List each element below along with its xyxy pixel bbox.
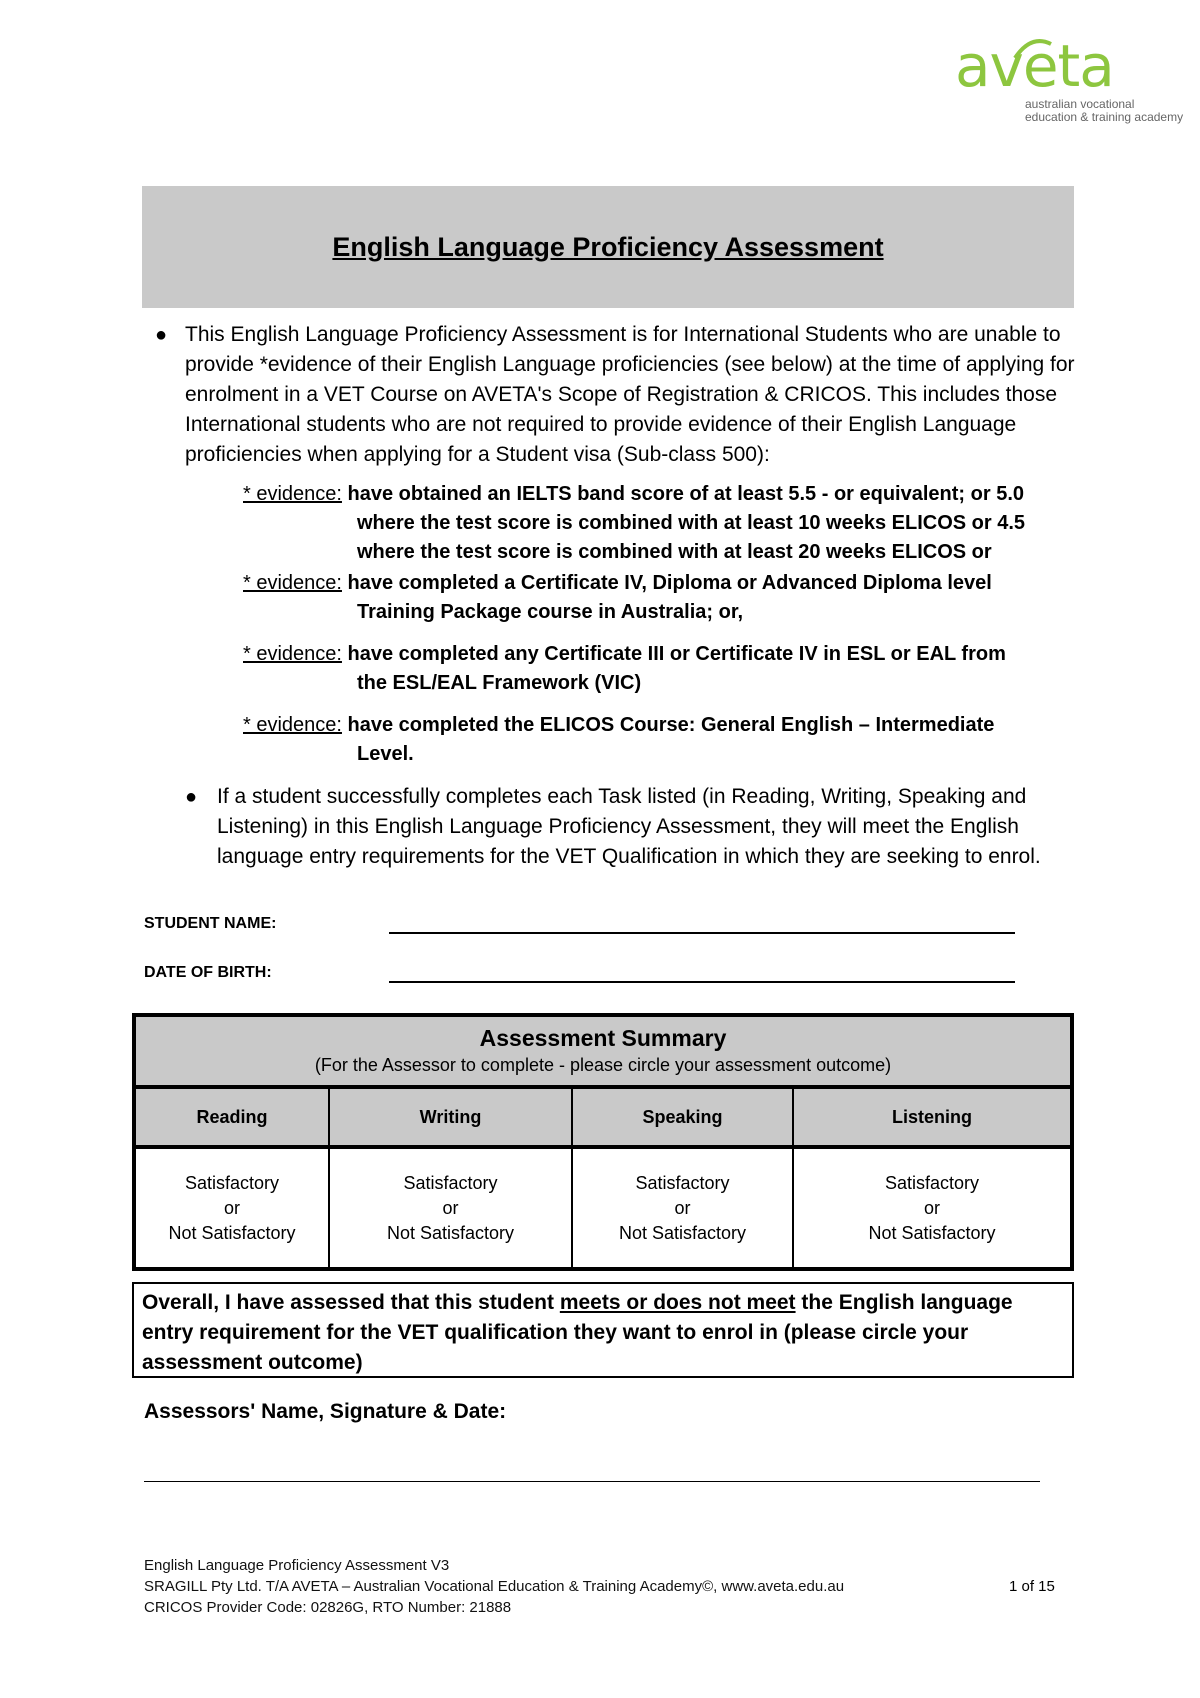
title-banner (142, 186, 1074, 308)
speaking-outcome[interactable]: Satisfactory or Not Satisfactory (573, 1149, 794, 1267)
listening-outcome[interactable]: Satisfactory or Not Satisfactory (868, 1172, 996, 1243)
assessor-signature-line[interactable] (144, 1481, 1040, 1482)
completion-text: If a student successfully completes each Task listed (in Reading, Writing, Speaking and Listening) in this English Language Proficiency Assessment, they will meet the English language entry requirements for the VET Qualification in which they are seeking to enrol. (217, 785, 1041, 868)
page-title: English Language Proficiency Assessment (332, 231, 884, 262)
page-number: 1 of 15 (1009, 1578, 1055, 1595)
summary-subtitle: (For the Assessor to complete - please circle your assessment outcome) (314, 1055, 892, 1075)
evidence-label: * evidence: (243, 714, 342, 736)
bullet-icon: ● (185, 786, 198, 808)
evidence-item: * evidence: have completed any Certificate III or Certificate IV in ESL or EAL from the ESL/EAL Framework (VIC) (243, 643, 1006, 694)
date-of-birth-label: DATE OF BIRTH: (144, 964, 272, 981)
writing-outcome[interactable]: Satisfactory or Not Satisfactory (330, 1149, 573, 1267)
logo-wordmark: aveta (955, 32, 1114, 100)
column-header-writing: Writing (330, 1089, 573, 1149)
intro-text: This English Language Proficiency Assessment is for International Students who are unable to provide *evidence of their English Language proficiencies (see below) at the time of applying for enrolment in a VET Course on AVETA's Scope of Registration & CRICOS. This includes those International students who are not required to provide evidence of their English Language proficiencies when applying for a Student visa (Sub-class 500): (185, 323, 1075, 466)
logo-tagline: australian vocational education & training academy (1025, 97, 1184, 124)
logo-swoosh-icon (1013, 38, 1053, 62)
summary-header (136, 1017, 1070, 1089)
student-name-label: STUDENT NAME: (144, 915, 277, 932)
summary-grid (136, 1089, 1070, 1267)
assessor-label: Assessors' Name, Signature & Date: (144, 1400, 507, 1423)
evidence-item: * evidence: have completed the ELICOS Course: General English – Intermediate Level. (243, 714, 995, 765)
bullet-icon: ● (155, 324, 168, 346)
footer-doc-title: English Language Proficiency Assessment V3 (144, 1557, 450, 1574)
aveta-logo (955, 32, 1185, 126)
footer-company: SRAGILL Pty Ltd. T/A AVETA – Australian Vocational Education & Training Academy©, www.aveta.edu.au (144, 1578, 845, 1595)
evidence-label: * evidence: (243, 483, 342, 505)
footer-codes: CRICOS Provider Code: 02826G, RTO Number: 21888 (144, 1599, 512, 1616)
student-name-line[interactable] (389, 932, 1015, 934)
overall-choice[interactable]: meets or does not meet (559, 1291, 796, 1314)
evidence-item: * evidence: have completed a Certificate IV, Diploma or Advanced Diploma level Training Package course in Australia; or, (243, 572, 992, 623)
completion-bullet (185, 782, 1075, 872)
column-header-reading: Reading (136, 1089, 330, 1149)
assessment-summary-table (132, 1013, 1074, 1271)
evidence-item: * evidence: have obtained an IELTS band score of at least 5.5 - or equivalent; or 5.0 where the test score is combined with at least 10 weeks ELICOS or 4.5 where the test score is combined with at least 20 weeks ELICOS or (243, 483, 1026, 563)
evidence-label: * evidence: (243, 643, 342, 665)
evidence-label: * evidence: (243, 572, 342, 594)
summary-title: Assessment Summary (479, 1025, 727, 1051)
intro-bullet (155, 320, 1075, 470)
reading-outcome[interactable]: Satisfactory or Not Satisfactory (136, 1149, 330, 1267)
column-header-speaking: Speaking (573, 1089, 794, 1149)
overall-assessment[interactable]: Overall, I have assessed that this student meets or does not meet the English language entry requirement for the VET qualification they want to enrol in (please circle your assessment outcome) (132, 1282, 1074, 1378)
date-of-birth-line[interactable] (389, 981, 1015, 983)
column-header-listening: Listening (794, 1089, 1070, 1149)
footer (144, 1555, 844, 1618)
